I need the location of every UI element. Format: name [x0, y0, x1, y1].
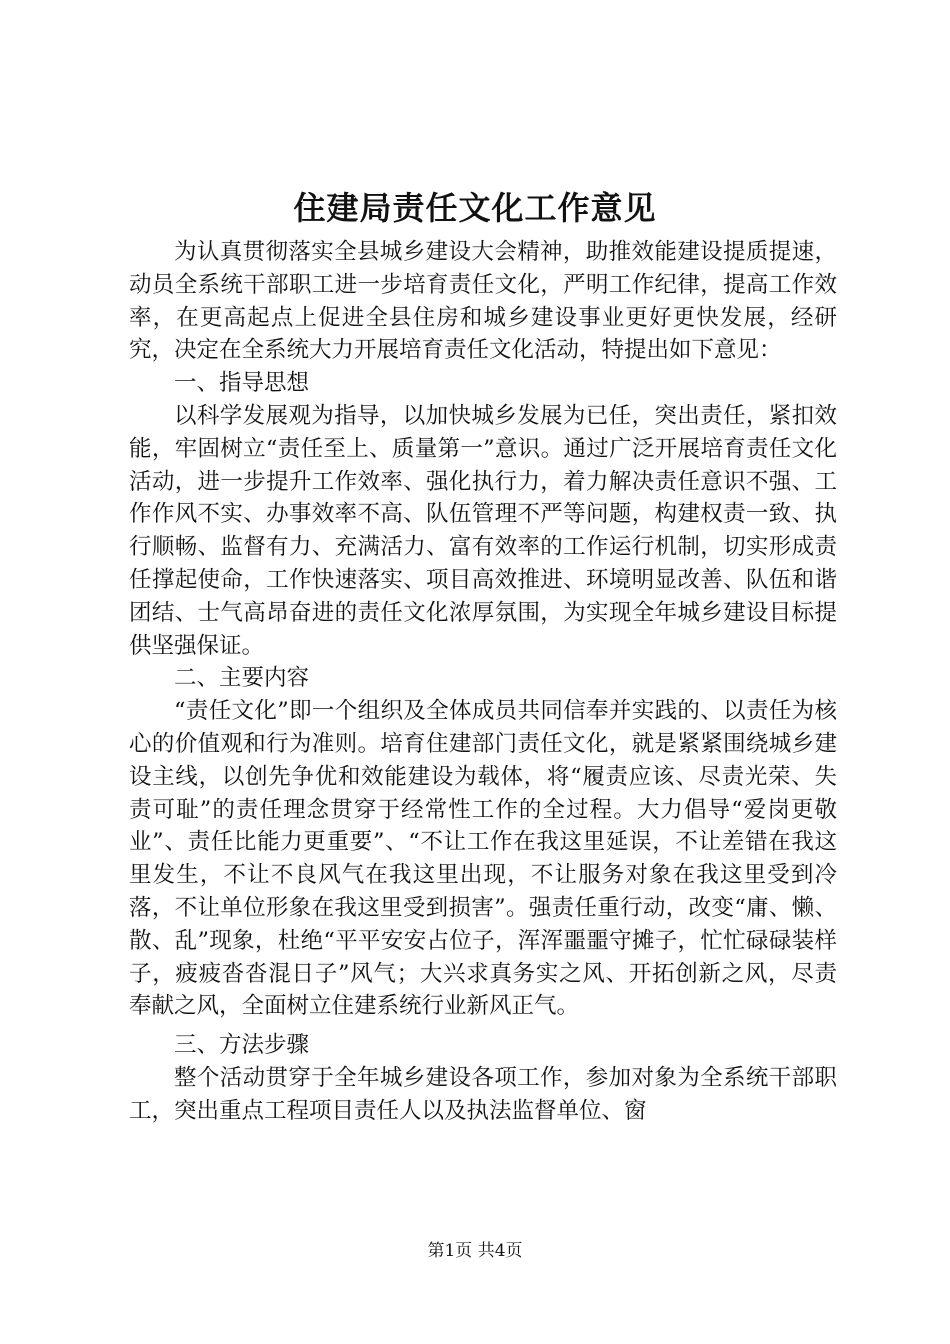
document-title: 住建局责任文化工作意见 [293, 189, 657, 227]
method-steps-paragraph: 整个活动贯穿于全年城乡建设各项工作，参加对象为全系统干部职工，突出重点工程项目责任人以及执法监督单位、窗 [129, 1064, 837, 1124]
main-content-paragraph: “责任文化”即一个组织及全体成员共同信奉并实践的、以责任为核心的价值观和行为准则。培育住建部门责任文化，就是紧紧围绕城乡建设主线，以创先争优和效能建设为载体，将“履责应该、尽责光荣、失责可耻”的责任理念贯穿于经常性工作的全过程。大力倡导“爱岗更敬业”、责任比能力更重要”、“不让工作在我这里延误，不让差错在我这里发生，不让不良风气在我这里出现，不让服务对象在我这里受到冷落，不让单位形象在我这里受到损害”。强责任重行动，改变“庸、懒、散、乱”现象，杜绝“平平安安占位子，浑浑噩噩守摊子，忙忙碌碌装样子，疲疲沓沓混日子”风气；大兴求真务实之风、开拓创新之风，尽责奉献之风，全面树立住建系统行业新风正气。 [129, 698, 837, 1020]
guiding-ideology-paragraph: 以科学发展观为指导，以加快城乡发展为已任，突出责任，紧扣效能，牢固树立“责任至上、质量第一”意识。通过广泛开展培育责任文化活动，进一步提升工作效率、强化执行力，着力解决责任意识不强、工作作风不实、办事效率不高、队伍管理不严等问题，构建权责一致、执行顺畅、监督有力、充满活力、富有效率的工作运行机制，切实形成责任撑起使命，工作快速落实、项目高效推进、环境明显改善、队伍和谐团结、士气高昂奋进的责任文化浓厚氛围，为实现全年城乡建设目标提供坚强保证。 [129, 402, 837, 659]
intro-paragraph: 为认真贯彻落实全县城乡建设大会精神，助推效能建设提质提速，动员全系统干部职工进一步培育责任文化，严明工作纪律，提高工作效率，在更高起点上促进全县住房和城乡建设事业更好更快发展，经研究，决定在全系统大力开展培育责任文化活动，特提出如下意见： [129, 239, 837, 364]
section-heading-guiding-ideology: 一、指导思想 [174, 370, 310, 397]
section-heading-main-content: 二、主要内容 [174, 665, 310, 692]
document-body [129, 236, 837, 1128]
section-heading-method-steps: 三、方法步骤 [174, 1032, 310, 1059]
page-number-footer: 第1页 共4页 [427, 1241, 523, 1261]
